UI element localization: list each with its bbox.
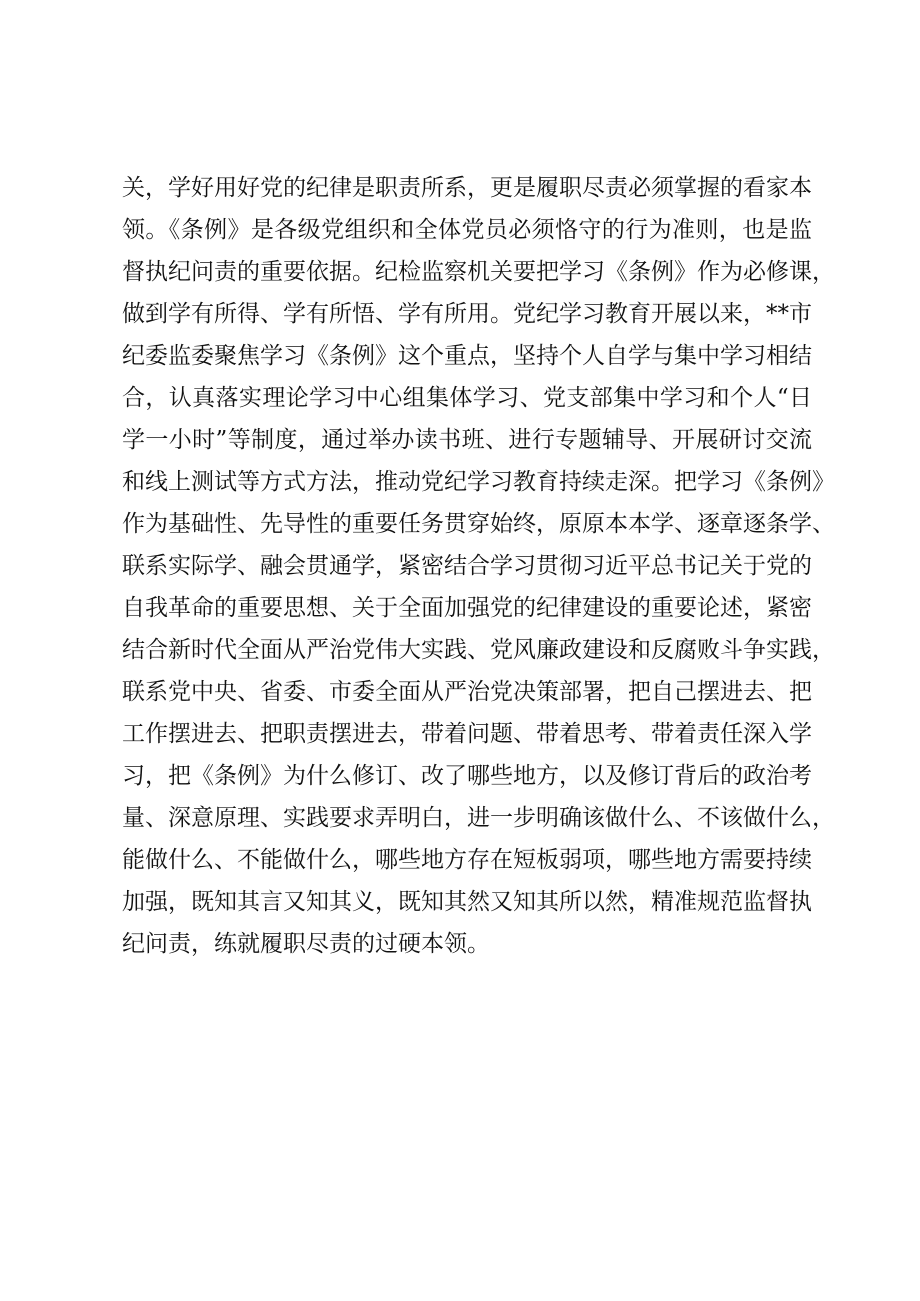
- text-line-1: 关，学好用好党的纪律是职责所系，更是履职尽责必须掌握的看家本: [122, 175, 812, 201]
- text-line-2: 领。《条例》是各级党组织和全体党员必须恪守的行为准则，也是监: [122, 217, 812, 243]
- text-line-16: 量、深意原理、实践要求弄明白，进一步明确该做什么、不该做什么，: [122, 805, 835, 831]
- text-line-11: 自我革命的重要思想、关于全面加强党的纪律建设的重要论述，紧密: [122, 595, 812, 621]
- text-line-12: 结合新时代全面从严治党伟大实践、党风廉政建设和反腐败斗争实践，: [122, 637, 835, 663]
- text-line-4: 做到学有所得、学有所悟、学有所用。党纪学习教育开展以来，**市: [122, 301, 812, 327]
- text-line-14: 工作摆进去、把职责摆进去，带着问题、带着思考、带着责任深入学: [122, 721, 812, 747]
- text-line-15: 习，把《条例》为什么修订、改了哪些地方，以及修订背后的政治考: [122, 763, 812, 789]
- text-line-19: 纪问责，练就履职尽责的过硬本领。: [122, 931, 490, 957]
- text-line-6: 合，认真落实理论学习中心组集体学习、党支部集中学习和个人“日: [122, 385, 812, 411]
- text-line-13: 联系党中央、省委、市委全面从严治党决策部署，把自己摆进去、把: [122, 679, 812, 705]
- text-line-9: 作为基础性、先导性的重要任务贯穿始终，原原本本学、逐章逐条学、: [122, 511, 835, 537]
- text-line-10: 联系实际学、融会贯通学，紧密结合学习贯彻习近平总书记关于党的: [122, 553, 812, 579]
- text-line-7: 学一小时”等制度，通过举办读书班、进行专题辅导、开展研讨交流: [122, 427, 812, 453]
- text-line-18: 加强，既知其言又知其义，既知其然又知其所以然，精准规范监督执: [122, 889, 812, 915]
- text-line-3: 督执纪问责的重要依据。纪检监察机关要把学习《条例》作为必修课，: [122, 259, 835, 285]
- text-line-17: 能做什么、不能做什么，哪些地方存在短板弱项，哪些地方需要持续: [122, 847, 812, 873]
- body-paragraph: [122, 167, 835, 965]
- text-line-8: 和线上测试等方式方法，推动党纪学习教育持续走深。把学习《条例》: [122, 469, 835, 495]
- text-line-5: 纪委监委聚焦学习《条例》这个重点，坚持个人自学与集中学习相结: [122, 343, 812, 369]
